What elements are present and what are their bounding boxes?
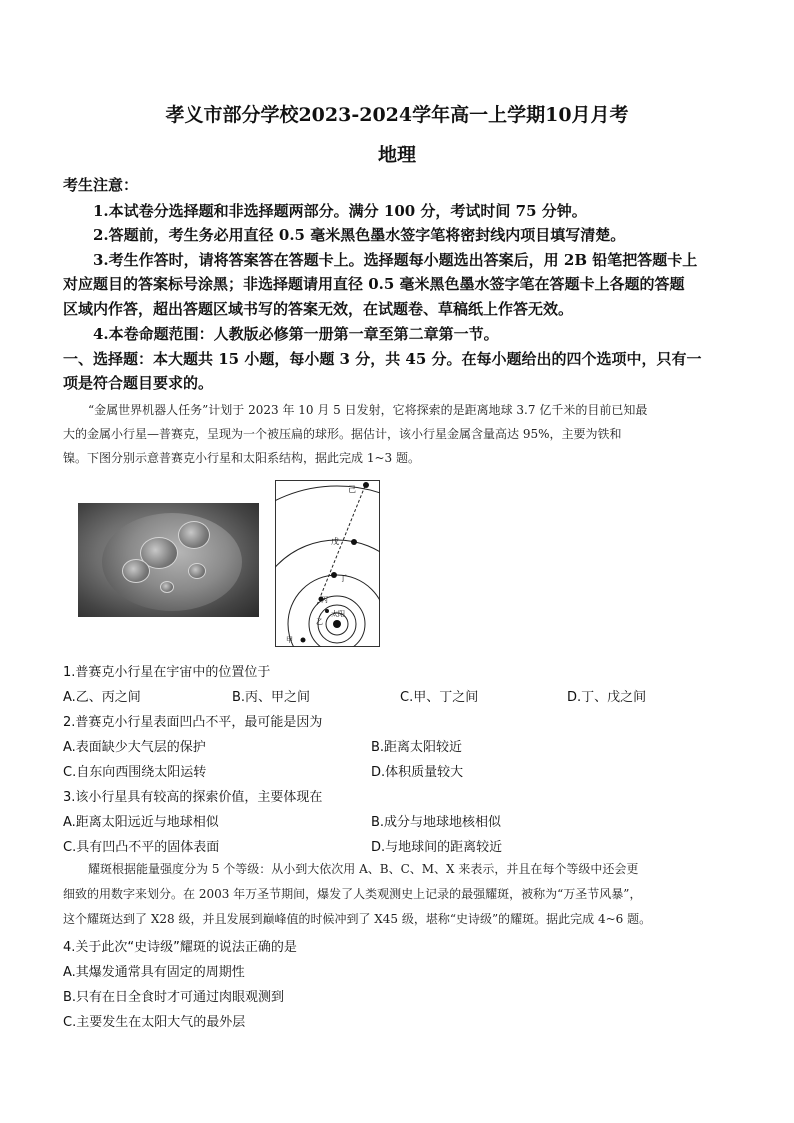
- label-wu: 戊: [331, 537, 339, 546]
- q3-option-b: B.成分与地球地核相似: [371, 815, 502, 830]
- planet-wu: [351, 539, 357, 545]
- label-yi: 乙: [316, 618, 323, 626]
- diagram-frame: [276, 481, 380, 647]
- q2-option-d: D.体积质量较大: [371, 765, 464, 780]
- planet-yi: [325, 609, 329, 613]
- q1-option-d: D.丁、戊之间: [567, 690, 647, 705]
- q3-stem: 3.该小行星具有较高的探索价值，主要体现在: [63, 790, 323, 805]
- subject-title: 地理: [377, 144, 416, 166]
- label-jia: 甲: [286, 636, 293, 644]
- q2-option-b: B.距离太阳较近: [371, 740, 463, 755]
- q4-stem: 4.关于此次“史诗级”耀斑的说法正确的是: [63, 940, 297, 955]
- q2-option-a: A.表面缺少大气层的保护: [63, 740, 206, 755]
- planet-ji: [363, 482, 369, 488]
- label-bing: 丙: [321, 596, 328, 604]
- passage1-line-1: “金属世界机器人任务”计划于 2023 年 10 月 5 日发射，它将探索的是距离地球 3.7 亿千米的目前已知最: [88, 403, 648, 417]
- passage1-line-3: 镍。下图分别示意普赛克小行星和太阳系结构，据此完成 1~3 题。: [63, 451, 420, 465]
- exam-title: 孝义市部分学校2023-2024学年高一上学期10月月考: [165, 104, 629, 126]
- passage2-line-2: 细致的用数字来划分。在 2003 年万圣节期间，爆发了人类观测史上记录的最强耀斑，被称为“万圣节风暴”，: [63, 887, 642, 901]
- q4-option-b: B.只有在日全食时才可通过肉眼观测到: [63, 990, 285, 1005]
- section-heading-line-1: 一、选择题：本大题共 15 小题，每小题 3 分，共 45 分。在每小题给出的四个选项中，只有一: [63, 350, 702, 368]
- passage1-line-2: 大的金属小行星—普赛克，呈现为一个被压扁的球形。据估计，该小行星金属含量高达 95%，主要为铁和: [63, 427, 622, 441]
- q3-option-d: D.与地球间的距离较近: [371, 840, 503, 855]
- q2-option-c: C.自东向西围绕太阳运转: [63, 765, 207, 780]
- passage2-line-1: 耀斑根据能量强度分为 5 个等级：从小到大依次用 A、B、C、M、X 来表示，并且在每个等级中还会更: [88, 862, 639, 876]
- q4-option-a: A.其爆发通常具有固定的周期性: [63, 965, 245, 980]
- notice-line-5: 区域内作答，超出答题区域书写的答案无效，在试题卷、草稿纸上作答无效。: [63, 300, 574, 318]
- q1-option-b: B.丙、甲之间: [232, 690, 311, 705]
- planet-jia: [301, 638, 306, 643]
- notice-line-1: 1.本试卷分选择题和非选择题两部分。满分 100 分，考试时间 75 分钟。: [93, 202, 587, 220]
- label-ding: 丁: [339, 574, 347, 583]
- notice-line-3: 3.考生作答时，请将答案答在答题卡上。选择题每小题选出答案后，用 2B 铅笔把答题卡上: [93, 251, 698, 269]
- notice-line-2: 2.答题前，考生务必用直径 0.5 毫米黑色墨水签字笔将密封线内项目填写清楚。: [93, 226, 626, 244]
- label-sun: 太阳: [331, 610, 345, 618]
- notice-line-6: 4.本卷命题范围：人教版必修第一册第一章至第二章第一节。: [93, 325, 499, 343]
- label-ji: 己: [348, 485, 356, 494]
- q1-option-c: C.甲、丁之间: [400, 690, 479, 705]
- passage2-line-3: 这个耀斑达到了 X28 级，并且发展到巅峰值的时候冲到了 X45 级，堪称“史诗级”的耀斑。据此完成 4~6 题。: [63, 912, 652, 926]
- planet-ding: [331, 572, 337, 578]
- q4-option-c: C.主要发生在太阳大气的最外层: [63, 1015, 246, 1030]
- q3-option-a: A.距离太阳远近与地球相似: [63, 815, 219, 830]
- q1-stem: 1.普赛克小行星在宇宙中的位置位于: [63, 665, 271, 680]
- notice-heading: 考生注意：: [63, 176, 139, 194]
- asteroid-photo: [78, 503, 259, 617]
- section-heading-line-2: 项是符合题目要求的。: [63, 374, 214, 392]
- q1-option-a: A.乙、丙之间: [63, 690, 141, 705]
- notice-line-4: 对应题目的答案标号涂黑；非选择题请用直径 0.5 毫米黑色墨水签字笔在答题卡上各题的答题: [63, 275, 685, 293]
- q3-option-c: C.具有凹凸不平的固体表面: [63, 840, 220, 855]
- q2-stem: 2.普赛克小行星表面凹凸不平，最可能是因为: [63, 715, 323, 730]
- sun-dot: [333, 620, 341, 628]
- solar-system-diagram: [275, 480, 380, 647]
